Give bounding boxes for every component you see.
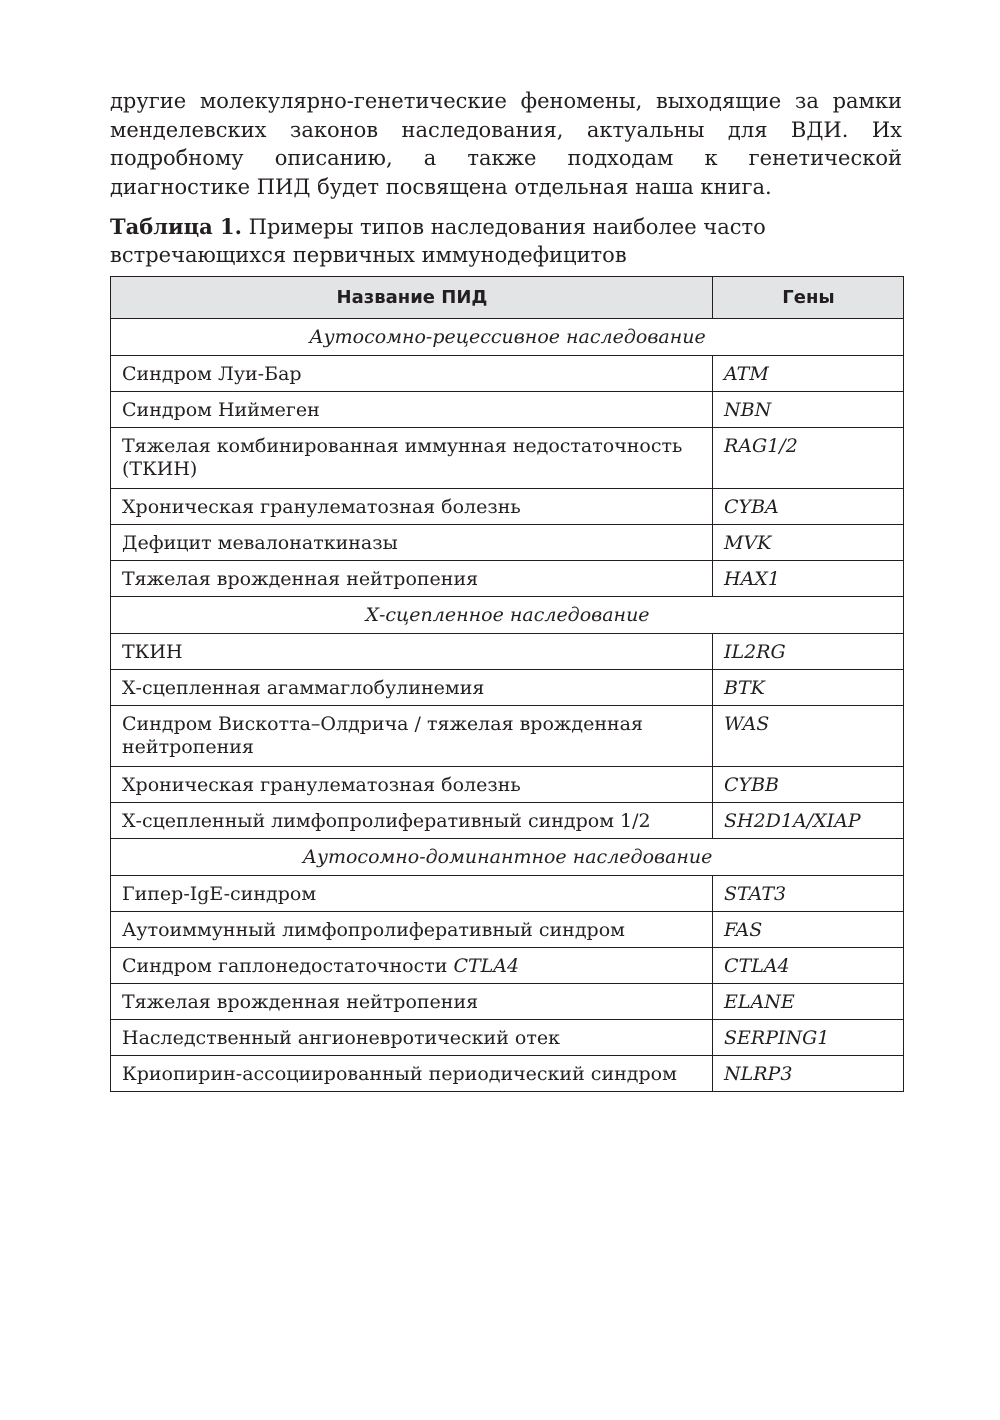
gene-cell: SERPING1 [713, 1020, 904, 1056]
gene-cell: STAT3 [713, 876, 904, 912]
table-row [111, 561, 904, 597]
gene-cell: RAG1/2 [713, 428, 904, 489]
table-row [111, 1020, 904, 1056]
section-title-autosomal-recessive: Аутосомно-рецессивное наследование [111, 319, 904, 356]
pid-name-cell: Синдром Луи-Бар [111, 356, 713, 392]
table-row [111, 706, 904, 767]
table-row [111, 767, 904, 803]
pid-name-cell: Х-сцепленная агаммаглобулинемия [111, 670, 713, 706]
table-caption-text: Примеры типов наследования наиболее часто встречающихся первичных иммунодефицитов [110, 215, 766, 267]
table-row [111, 912, 904, 948]
gene-cell: SH2D1A/XIAP [713, 803, 904, 839]
pid-name-cell: Хроническая гранулематозная болезнь [111, 489, 713, 525]
pid-name-cell [111, 948, 713, 984]
gene-cell: HAX1 [713, 561, 904, 597]
pid-name-cell: Аутоиммунный лимфопролиферативный синдром [111, 912, 713, 948]
pid-name-text: Синдром гаплонедостаточности [122, 955, 454, 977]
table-row [111, 876, 904, 912]
pid-name-cell: Криопирин-ассоциированный периодический синдром [111, 1056, 713, 1092]
pid-name-cell: Дефицит мевалонаткиназы [111, 525, 713, 561]
table-row [111, 356, 904, 392]
gene-cell: IL2RG [713, 634, 904, 670]
section-row [111, 597, 904, 634]
gene-cell: CYBB [713, 767, 904, 803]
pid-name-cell: Гипер-IgE-синдром [111, 876, 713, 912]
table-row [111, 489, 904, 525]
gene-cell: WAS [713, 706, 904, 767]
header-genes: Гены [713, 277, 904, 319]
pid-name-cell: Х-сцепленный лимфопролиферативный синдром 1/2 [111, 803, 713, 839]
gene-cell: CTLA4 [713, 948, 904, 984]
table-row [111, 428, 904, 489]
gene-cell: ATM [713, 356, 904, 392]
pid-name-cell: Тяжелая врожденная нейтропения [111, 984, 713, 1020]
pid-name-cell: Наследственный ангионевротический отек [111, 1020, 713, 1056]
table-row [111, 525, 904, 561]
table-row [111, 1056, 904, 1092]
pid-inheritance-table [110, 276, 904, 1092]
pid-name-cell: Хроническая гранулематозная болезнь [111, 767, 713, 803]
table-header-row [111, 277, 904, 319]
table-row [111, 803, 904, 839]
intro-paragraph: другие молекулярно-генетические феномены, выходящие за рамки менделевских законов наследования, актуальны для ВДИ. Их подробному описанию, а также подходам к генетической диагностике ПИД будет посвящена отдельная наша книга. [110, 89, 902, 199]
section-title-x-linked: Х-сцепленное наследование [111, 597, 904, 634]
table-caption [110, 213, 902, 269]
section-row [111, 319, 904, 356]
gene-cell: MVK [713, 525, 904, 561]
table-caption-label: Таблица 1. [110, 214, 242, 239]
pid-name-cell: Тяжелая врожденная нейтропения [111, 561, 713, 597]
gene-cell: CYBA [713, 489, 904, 525]
table-row [111, 670, 904, 706]
section-row [111, 839, 904, 876]
pid-name-cell: Синдром Ниймеген [111, 392, 713, 428]
table-row [111, 392, 904, 428]
pid-name-cell: Тяжелая комбинированная иммунная недостаточность (ТКИН) [111, 428, 713, 489]
gene-cell: ELANE [713, 984, 904, 1020]
gene-cell: NLRP3 [713, 1056, 904, 1092]
gene-cell: NBN [713, 392, 904, 428]
pid-name-cell: ТКИН [111, 634, 713, 670]
table-row [111, 984, 904, 1020]
table-row [111, 634, 904, 670]
table-row [111, 948, 904, 984]
pid-name-cell: Синдром Вискотта–Олдрича / тяжелая врожденная нейтропения [111, 706, 713, 767]
section-title-autosomal-dominant: Аутосомно-доминантное наследование [111, 839, 904, 876]
gene-cell: BTK [713, 670, 904, 706]
gene-cell: FAS [713, 912, 904, 948]
header-pid-name: Название ПИД [111, 277, 713, 319]
pid-name-gene-italic: CTLA4 [453, 955, 520, 977]
